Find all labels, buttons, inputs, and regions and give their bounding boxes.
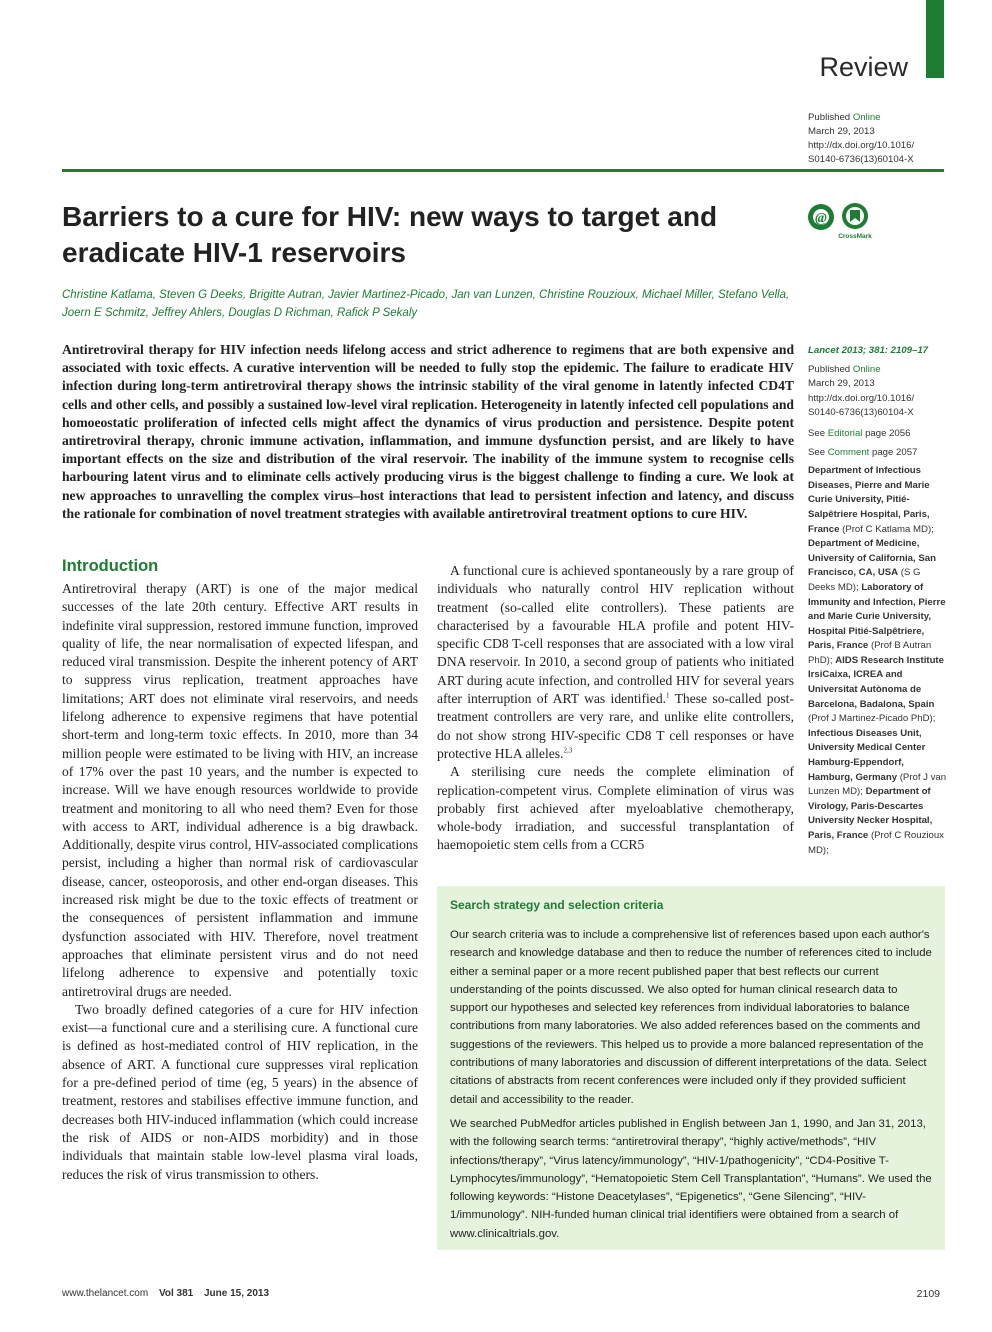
affiliation-person: (Prof J van Lunzen MD);: [808, 771, 947, 798]
sidebar-doi-1[interactable]: http://dx.doi.org/10.1016/: [808, 392, 915, 404]
see-label: See: [808, 446, 826, 458]
doi-line-2[interactable]: S0140-6736(13)60104-X: [808, 154, 914, 165]
paragraph-text: A functional cure is achieved spontaneously by a rare group of individuals who naturally control HIV replication without treatment (so-called elite controllers). These patients are characterised by a favourable HLA profile and potent HIV-specific CD8 T-cell responses that are associated with a low viral DNA reservoir. In 2010, a second group of patients who initiated ART during acute infection, and controlled HIV for several years after interruption of ART was identified.: [437, 563, 794, 707]
article-title: Barriers to a cure for HIV: new ways to target and eradicate HIV-1 reservoirs: [62, 201, 718, 268]
panel-body: [450, 926, 934, 1243]
affiliation-person: (S G Deeks MD);: [808, 567, 921, 593]
reference-marker[interactable]: 1: [666, 691, 670, 700]
see-label: See: [808, 427, 826, 439]
abstract: Antiretroviral therapy for HIV infection needs lifelong access and strict adherence to regimens that are both expensive and associated with toxic effects. A curative intervention will be needed to fully stop the epidemic. The failure to eradicate HIV infection during long-term antiretroviral therapy shows the intrinsic stability of the viral genome in latently infected CD4T cells and other cells, and possibly a sustained low-level viral replication. Heterogeneity in latently infected cell populations and homoeostatic proliferation of infected cells might affect the dynamics of virus production and persistence. Despite potent antiretroviral therapy, chronic immune activation, inflammation, and immune dysfunction persist, and are likely to have important effects on the size and distribution of the viral reservoir. The inability of the immune system to recognise cells harbouring latent virus and to eliminate cells actively producing virus is the biggest challenge to finding a cure. We look at new approaches to unravelling the complex virus–host interactions that lead to persistent infection and latency, and discuss the rationale for combination of novel treatment strategies with available antiretroviral treatment options to cure HIV.: [62, 342, 794, 521]
panel-paragraph: We searched PubMedfor articles published in English between Jan 1, 1990, and Jan 31, 2013, with the following search terms: “antiretroviral therapy”, “highly active/methods”, “HIV infections/therapy”, “Virus latency/immunology”, “HIV-1/pathogenicity”, “CD4-Positive T-Lymphocytes/immunology”, “Hematopoietic Stem Cell Transplantation”, “Humans”. We used the following keywords: “Histone Deacetylases”, “Epigenetics”, “Gene Silencing”, “HIV-1/immunology”. NIH-funded human clinical trial identifiers were obtained from a search of www.clinicaltrials.gov.: [450, 1117, 932, 1240]
sidebar-published-label: Published: [808, 363, 851, 375]
sidebar-date: March 29, 2013: [808, 378, 875, 390]
sidebar-doi-2[interactable]: S0140-6736(13)60104-X: [808, 407, 914, 419]
footer-site[interactable]: www.thelancet.com: [62, 1288, 149, 1299]
paragraph-text: These so-called post-treatment controllers are very rare, and unlike elite controllers, do not show strong HIV-specific CD8 T cell responses or have protective HLA alleles.: [437, 691, 794, 761]
published-label: Published: [808, 112, 851, 123]
comment-page: page 2057: [872, 446, 918, 458]
footer-date: June 15, 2013: [204, 1288, 270, 1299]
comment-link[interactable]: Comment: [827, 446, 870, 458]
affiliation-person: (Prof J Martinez-Picado PhD);: [808, 713, 936, 725]
affiliation-dept: Department of Infectious Diseases, Pierre and Marie Curie University, Pitié-Salpêtriere Hospital, Paris, France: [808, 465, 930, 535]
doi-line-1[interactable]: http://dx.doi.org/10.1016/: [808, 140, 915, 151]
footer-volume: Vol 381: [158, 1288, 194, 1299]
citation: Lancet 2013; 381: 2109–17: [808, 345, 929, 356]
panel-paragraph: Our search criteria was to include a comprehensive list of references based upon each author's research and knowledge database and then to reduce the number of references cited to include either a seminal paper or a more recent published paper that best reflects our current understanding of the points discussed. We also opted for human clinical research data to support our hypotheses and selected key references from individual laboratories to balance contributions from many laboratories. We also added references based on the comments and suggestions of the reviewers. This helped us to provide a more balanced representation of the contributions of many laboratories and discussion of different interpretations of the data. Select citations of abstracts from recent conferences were included only if they provided sufficient detail and accessibility to the reader.: [450, 929, 932, 1106]
affiliation-dept: Laboratory of Immunity and Infection, Pierre and Marie Curie University, Hospital Pitié-Salpêtriere, Paris, France: [808, 581, 946, 652]
body-column-1: [62, 580, 418, 1184]
section-heading-introduction: Introduction: [62, 557, 159, 575]
crossmark-icon[interactable]: [838, 203, 872, 240]
header-rule: [62, 169, 944, 172]
affiliation-dept: Department of Medicine, University of California, San Francisco, CA, USA: [808, 538, 936, 579]
paragraph: A sterilising cure needs the complete elimination of replication-competent virus. Complete elimination of virus was probably first achieved after myeloablative chemotherapy, whole-body irradiation, and successful transplantation of haemopoietic stem cells from a CCR5: [437, 764, 794, 853]
authors-line-1: Christine Katlama, Steven G Deeks, Brigitte Autran, Javier Martinez-Picado, Jan van Lunzen, Christine Rouzioux, Michael Miller, Stefano Vella,: [62, 289, 790, 301]
paragraph: Antiretroviral therapy (ART) is one of the major medical successes of the late 20th century. Effective ART results in indefinite viral suppression, restored immune function, improved quality of life, the near normalisation of expected lifespan, and reduced viral transmission. Despite the inherent potency of ART to suppress virus replication, treatment approaches have limitations; ART does not eliminate viral reservoirs, and needs lifelong adherence to expensive regimens that have potential short-term and long-term toxic effects. In 2010, more than 34 million people were estimated to be living with HIV, an increase of 17% over the past 10 years, and the number is expected to increase. Will we have enough resources worldwide to provide treatment and monitoring to all who need them? Even for those with access to ART, individual adherence is a big drawback. Additionally, despite virus control, HIV-associated complications persist, including a higher than normal risk of cardiovascular disease, cancer, osteoporosis, and other end-organ diseases. This increased risk might be due to the toxic effects of treatment or the consequences of persistent inflammation and immune dysfunction associated with HIV. Therefore, novel treatment approaches that eliminate persistent virus and do not need lifelong adherence to expensive and potentially toxic antiretroviral drugs are needed.: [62, 581, 418, 999]
section-label: Review: [819, 52, 908, 82]
sidebar-online-link[interactable]: Online: [852, 363, 881, 375]
paragraph: Two broadly defined categories of a cure for HIV infection exist—a functional cure and a sterilising cure. A functional cure is defined as host-mediated control of HIV replication, in the absence of ART. A functional cure suppresses viral replication for a pre-defined period of time (eg, 5 years) in the absence of treatment, restores and stabilises effective immune function, and decreases both HIV-induced inflammation (which could increase the risk of AIDS or non-AIDS morbidity) and in those individuals that maintain stable low-level plasma viral loads, reduces the risk of virus transmission to others.: [62, 1001, 418, 1182]
affiliation-person: (Prof C Rouzioux MD);: [808, 830, 944, 856]
affiliation-dept: AIDS Research Institute IrsiCaixa, ICREA and Universitat Autònoma de Barcelona, Badalona, Spain: [808, 654, 944, 710]
affiliation-dept: Department of Virology, Paris-Descartes University Necker Hospital, Paris, France: [808, 786, 933, 841]
reference-marker[interactable]: 2,3: [563, 746, 573, 755]
open-access-icon[interactable]: [808, 204, 834, 230]
editorial-link[interactable]: Editorial: [827, 427, 863, 439]
sidebar-info: [808, 344, 948, 858]
page-number: 2109: [916, 1288, 940, 1300]
footer: [62, 1288, 269, 1299]
panel-heading: Search strategy and selection criteria: [450, 898, 664, 912]
paragraph: [437, 562, 794, 763]
crossmark-label: CrossMark: [838, 233, 872, 240]
affiliation-person: (Prof B Autran PhD);: [808, 640, 932, 666]
svg-text:@: @: [815, 211, 827, 226]
affiliations: [808, 464, 948, 858]
section-color-bar: [926, 0, 944, 78]
affiliation-dept: Infectious Diseases Unit, University Medical Center Hamburg-Eppendorf, Hamburg, Germany: [808, 727, 926, 783]
body-column-2: [437, 562, 794, 855]
author-list: [62, 286, 792, 322]
publication-date: March 29, 2013: [808, 126, 875, 137]
article-badges: [806, 201, 876, 241]
online-link[interactable]: Online: [852, 112, 881, 123]
affiliation-person: (Prof C Katlama MD);: [842, 523, 934, 535]
authors-line-2: Joern E Schmitz, Jeffrey Ahlers, Douglas D Richman, Rafick P Sekaly: [62, 307, 418, 319]
editorial-page: page 2056: [865, 427, 911, 439]
publication-info: [808, 111, 944, 167]
